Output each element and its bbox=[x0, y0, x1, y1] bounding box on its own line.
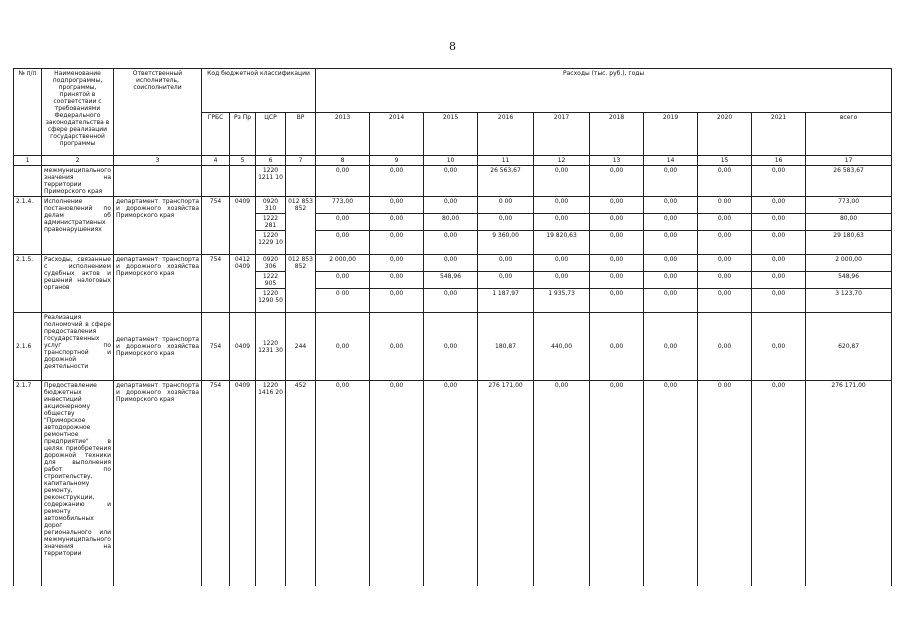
table-row-continuation bbox=[14, 166, 892, 197]
value-cell: 440,00 bbox=[534, 313, 590, 381]
header-year-2019: 2019 bbox=[644, 112, 698, 156]
value-cell: 0 00 bbox=[698, 381, 752, 586]
value-cell: 0,00 bbox=[644, 272, 698, 289]
value-cell: 0,00 bbox=[752, 381, 806, 586]
header-grbs: ГРБС bbox=[202, 112, 230, 156]
row-rzpr: 0409 bbox=[230, 381, 256, 586]
value-cell: 0,00 bbox=[370, 313, 424, 381]
value-cell: 0,00 bbox=[424, 381, 478, 586]
value-cell: 0,00 bbox=[370, 255, 424, 272]
value-cell: 0,00 bbox=[698, 289, 752, 313]
value-cell: 26 563,67 bbox=[478, 166, 534, 197]
table-row-2-1-4 bbox=[14, 197, 892, 214]
value-cell: 0,00 bbox=[644, 255, 698, 272]
col-number: 17 bbox=[806, 156, 892, 166]
col-number: 2 bbox=[42, 156, 114, 166]
column-number-row bbox=[14, 156, 892, 166]
value-cell: 0,00 bbox=[478, 214, 534, 231]
row-executor: департамент транспорта и дорожного хозяйства Приморского края bbox=[114, 313, 202, 381]
value-cell: 0,00 bbox=[424, 197, 478, 214]
header-csr: ЦСР bbox=[256, 112, 286, 156]
row-executor: департамент транспорта и дорожного хозяйства Приморского края bbox=[114, 255, 202, 313]
value-cell: 19 820,63 bbox=[534, 231, 590, 255]
value-cell: 0,00 bbox=[370, 166, 424, 197]
value-cell: 620,87 bbox=[806, 313, 892, 381]
value-cell: 0,00 bbox=[590, 255, 644, 272]
row-number: 2.1.7 bbox=[14, 381, 42, 586]
header-vr: ВР bbox=[286, 112, 316, 156]
header-year-2018: 2018 bbox=[590, 112, 644, 156]
row-name: Расходы, связанные с исполнением судебных актов и решений налоговых органов bbox=[42, 255, 114, 313]
value-cell: 2 000,00 bbox=[806, 255, 892, 272]
value-cell: 0,00 bbox=[370, 231, 424, 255]
value-cell: 0,00 bbox=[316, 381, 370, 586]
row-csr: 1220 1416 20 bbox=[256, 381, 286, 586]
value-cell: 3 123,70 bbox=[806, 289, 892, 313]
value-cell: 0,00 bbox=[752, 231, 806, 255]
value-cell: 0,00 bbox=[752, 272, 806, 289]
row-name: межмуниципального значения на территории Приморского края bbox=[42, 166, 114, 197]
row-csr: 0920 310 bbox=[256, 197, 286, 214]
header-exp-group: Расходы (тыс. руб.), годы bbox=[316, 69, 892, 113]
value-cell: 0,00 bbox=[644, 197, 698, 214]
row-csr: 1222 281 bbox=[256, 214, 286, 231]
value-cell: 0,00 bbox=[370, 272, 424, 289]
col-number: 12 bbox=[534, 156, 590, 166]
value-cell: 0,00 bbox=[752, 313, 806, 381]
value-cell: 0,00 bbox=[424, 166, 478, 197]
value-cell: 1 935,73 bbox=[534, 289, 590, 313]
header-year-2013: 2013 bbox=[316, 112, 370, 156]
value-cell: 548,96 bbox=[806, 272, 892, 289]
col-number: 1 bbox=[14, 156, 42, 166]
value-cell: 0,00 bbox=[534, 166, 590, 197]
value-cell: 0,00 bbox=[424, 313, 478, 381]
col-number: 8 bbox=[316, 156, 370, 166]
value-cell: 0,00 bbox=[698, 214, 752, 231]
table-row-2-1-5 bbox=[14, 255, 892, 272]
value-cell: 2 000,00 bbox=[316, 255, 370, 272]
header-rzpr: Рз Пр bbox=[230, 112, 256, 156]
row-number: 2.1.5. bbox=[14, 255, 42, 313]
row-rzpr: 0412 0409 bbox=[230, 255, 256, 313]
row-grbs: 754 bbox=[202, 255, 230, 313]
value-cell: 0,00 bbox=[534, 214, 590, 231]
row-rzpr: 0409 bbox=[230, 313, 256, 381]
value-cell: 0,00 bbox=[534, 197, 590, 214]
col-number: 11 bbox=[478, 156, 534, 166]
value-cell: 0,00 bbox=[698, 272, 752, 289]
value-cell: 0,00 bbox=[698, 255, 752, 272]
value-cell: 0,00 bbox=[424, 255, 478, 272]
header-no: № п/п bbox=[14, 69, 42, 156]
row-number: 2.1.6 bbox=[14, 313, 42, 381]
row-rzpr: 0409 bbox=[230, 197, 256, 255]
table-row-2-1-7 bbox=[14, 381, 892, 586]
value-cell: 0,00 bbox=[698, 166, 752, 197]
value-cell: 0,00 bbox=[316, 166, 370, 197]
col-number: 9 bbox=[370, 156, 424, 166]
value-cell: 0,00 bbox=[590, 231, 644, 255]
value-cell: 548,96 bbox=[424, 272, 478, 289]
value-cell: 0,00 bbox=[478, 272, 534, 289]
col-number: 16 bbox=[752, 156, 806, 166]
row-csr: 1220 1290 50 bbox=[256, 289, 286, 313]
header-year-2017: 2017 bbox=[534, 112, 590, 156]
value-cell: 0 00 bbox=[316, 289, 370, 313]
value-cell: 0,00 bbox=[590, 214, 644, 231]
value-cell: 0,00 bbox=[752, 166, 806, 197]
col-number: 10 bbox=[424, 156, 478, 166]
value-cell: 0,00 bbox=[424, 231, 478, 255]
header-year-2015: 2015 bbox=[424, 112, 478, 156]
page-number: 8 bbox=[449, 40, 456, 53]
value-cell: 0,00 bbox=[590, 289, 644, 313]
value-cell: 0,00 bbox=[590, 166, 644, 197]
value-cell: 0,00 bbox=[698, 231, 752, 255]
value-cell: 0,00 bbox=[534, 255, 590, 272]
table-row-2-1-6 bbox=[14, 313, 892, 381]
value-cell: 0 00 bbox=[478, 197, 534, 214]
value-cell: 276 171,00 bbox=[806, 381, 892, 586]
value-cell: 0 00 bbox=[698, 197, 752, 214]
value-cell: 0,00 bbox=[698, 313, 752, 381]
value-cell: 0,00 bbox=[644, 381, 698, 586]
row-grbs: 754 bbox=[202, 197, 230, 255]
col-number: 15 bbox=[698, 156, 752, 166]
value-cell: 0,00 bbox=[752, 289, 806, 313]
row-name: Реализация полномочий в сфере предоставления государственных услуг по транспортной и дорожной деятельности bbox=[42, 313, 114, 381]
value-cell: 0,00 bbox=[370, 381, 424, 586]
col-number: 13 bbox=[590, 156, 644, 166]
row-name: Исполнение постановлений по делам об административных правонарушениях bbox=[42, 197, 114, 255]
header-year-total: всего bbox=[806, 112, 892, 156]
value-cell: 0,00 bbox=[590, 197, 644, 214]
col-number: 4 bbox=[202, 156, 230, 166]
budget-table bbox=[13, 68, 892, 586]
value-cell: 0,00 bbox=[752, 197, 806, 214]
col-number: 14 bbox=[644, 156, 698, 166]
header-row-1 bbox=[14, 69, 892, 113]
value-cell: 0,00 bbox=[370, 197, 424, 214]
col-number: 7 bbox=[286, 156, 316, 166]
value-cell: 0,00 bbox=[590, 313, 644, 381]
value-cell: 0,00 bbox=[644, 231, 698, 255]
row-vr: 012 853 852 bbox=[286, 197, 316, 255]
row-grbs: 754 bbox=[202, 313, 230, 381]
header-year-2020: 2020 bbox=[698, 112, 752, 156]
value-cell: 0,00 bbox=[590, 381, 644, 586]
value-cell: 0,00 bbox=[370, 214, 424, 231]
row-csr: 0920 306 bbox=[256, 255, 286, 272]
value-cell: 0,00 bbox=[590, 272, 644, 289]
value-cell: 773,00 bbox=[806, 197, 892, 214]
header-year-2016: 2016 bbox=[478, 112, 534, 156]
value-cell: 0,00 bbox=[644, 166, 698, 197]
value-cell: 0,00 bbox=[534, 381, 590, 586]
value-cell: 1 187,97 bbox=[478, 289, 534, 313]
header-code-group: Код бюджетной классификации bbox=[202, 69, 316, 113]
value-cell: 80,00 bbox=[806, 214, 892, 231]
value-cell: 276 171,00 bbox=[478, 381, 534, 586]
value-cell: 0,00 bbox=[478, 255, 534, 272]
value-cell: 80,00 bbox=[424, 214, 478, 231]
value-cell: 0,00 bbox=[316, 214, 370, 231]
value-cell: 0,00 bbox=[752, 255, 806, 272]
row-executor: департамент транспорта и дорожного хозяйства Приморского края bbox=[114, 197, 202, 255]
row-csr: 1220 1229 10 bbox=[256, 231, 286, 255]
row-vr: 244 bbox=[286, 313, 316, 381]
value-cell: 0,00 bbox=[644, 313, 698, 381]
value-cell: 0,00 bbox=[370, 289, 424, 313]
header-exec: Ответственный исполнитель, соисполнители bbox=[114, 69, 202, 156]
value-cell: 0,00 bbox=[316, 313, 370, 381]
row-csr: 1220 1211 10 bbox=[256, 166, 286, 197]
col-number: 3 bbox=[114, 156, 202, 166]
value-cell: 180,87 bbox=[478, 313, 534, 381]
col-number: 6 bbox=[256, 156, 286, 166]
value-cell: 0,00 bbox=[316, 231, 370, 255]
value-cell: 0,00 bbox=[424, 289, 478, 313]
value-cell: 9 360,00 bbox=[478, 231, 534, 255]
value-cell: 0,00 bbox=[534, 272, 590, 289]
value-cell: 29 180,63 bbox=[806, 231, 892, 255]
row-number: 2.1.4. bbox=[14, 197, 42, 255]
col-number: 5 bbox=[230, 156, 256, 166]
value-cell: 0,00 bbox=[316, 272, 370, 289]
value-cell: 0,00 bbox=[752, 214, 806, 231]
value-cell: 773,00 bbox=[316, 197, 370, 214]
header-name: Наименование подпрограммы, программы, принятой в соответствии с требованиями Федерального законодательства в сфере реализации государственной программы bbox=[42, 69, 114, 156]
value-cell: 26 583,67 bbox=[806, 166, 892, 197]
row-executor: департамент транспорта и дорожного хозяйства Приморского края bbox=[114, 381, 202, 586]
row-name: Предоставление бюджетных инвестиций акционерному обществу "Приморское автодорожное ремонтное предприятие" в целях приобретения дорожной техники для выполнения работ по строительству, капитальному ремонту, реконструкции, содержанию и ремонту автомобильных дорог регионального или межмуниципального значения на территории bbox=[42, 381, 114, 586]
row-csr: 1220 1231 30 bbox=[256, 313, 286, 381]
row-vr: 012 853 852 bbox=[286, 255, 316, 313]
header-year-2021: 2021 bbox=[752, 112, 806, 156]
row-grbs: 754 bbox=[202, 381, 230, 586]
row-vr: 452 bbox=[286, 381, 316, 586]
value-cell: 0,00 bbox=[644, 289, 698, 313]
header-year-2014: 2014 bbox=[370, 112, 424, 156]
row-csr: 1222 905 bbox=[256, 272, 286, 289]
value-cell: 0,00 bbox=[644, 214, 698, 231]
